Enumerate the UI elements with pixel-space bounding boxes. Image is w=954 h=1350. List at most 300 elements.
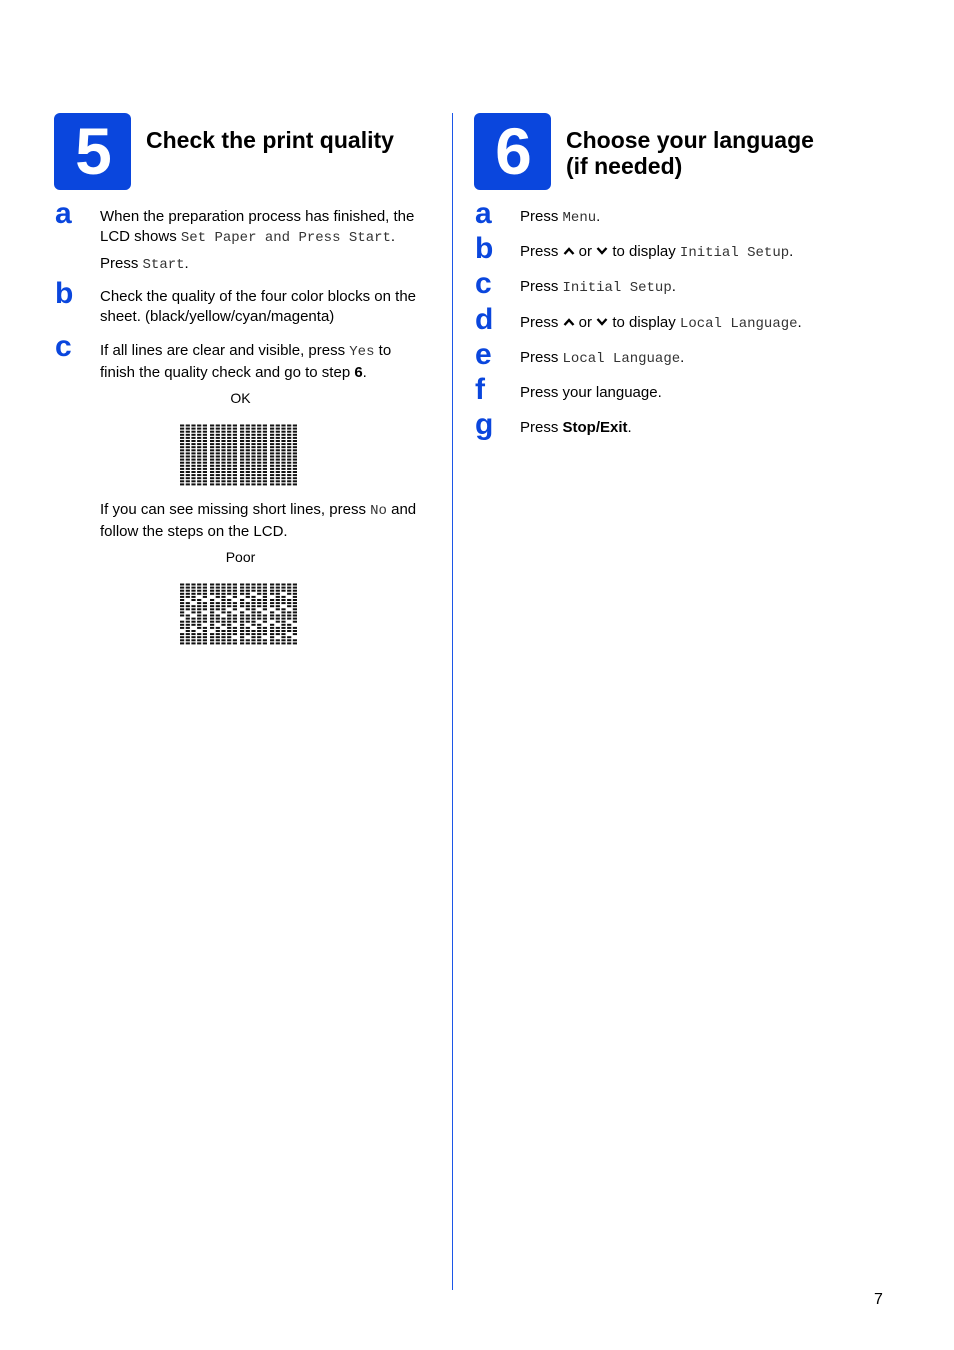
nozzle-line [210,633,214,635]
nozzle-line [276,621,280,623]
nozzle-line [287,483,291,485]
lcd-text: Menu [562,210,597,226]
nozzle-line [233,584,237,586]
nozzle-line [197,443,201,445]
nozzle-line [233,437,237,439]
nozzle-line [270,471,274,473]
nozzle-line [203,434,207,436]
nozzle-line [227,639,231,641]
nozzle-line [203,462,207,464]
nozzle-line [221,443,225,445]
nozzle-line [293,440,297,442]
nozzle-line [263,605,267,607]
nozzle-line [221,425,225,427]
nozzle-line [197,471,201,473]
nozzle-line [186,443,190,445]
nozzle-line [251,434,255,436]
nozzle-line [180,428,184,430]
nozzle-line [270,605,274,607]
nozzle-line [186,477,190,479]
nozzle-line [263,642,267,644]
nozzle-line [197,608,201,610]
nozzle-line [240,602,244,604]
nozzle-line [281,602,285,604]
text: If all lines are clear and visible, press [100,342,350,359]
nozzle-line [186,480,190,482]
nozzle-line [203,621,207,623]
nozzle-line [270,468,274,470]
step-6g-letter: g [475,408,494,441]
nozzle-line [257,462,261,464]
lcd-text: Local Language [562,351,681,367]
text: follow the steps on the LCD. [100,522,288,540]
nozzle-line [246,434,250,436]
nozzle-line [197,633,201,635]
nozzle-line [186,624,190,626]
nozzle-line [216,633,220,635]
nozzle-line [180,437,184,439]
lcd-text: Set Paper and Press Start [180,229,391,246]
nozzle-line [246,440,250,442]
nozzle-line [180,471,184,473]
nozzle-line [186,471,190,473]
nozzle-line [240,471,244,473]
nozzle-line [251,456,255,458]
nozzle-line [281,599,285,601]
nozzle-line [276,480,280,482]
nozzle-line [257,452,261,454]
nozzle-line [293,477,297,479]
nozzle-line [251,443,255,445]
nozzle-line [197,618,201,620]
nozzle-line [197,605,201,607]
nozzle-line [287,428,291,430]
nozzle-line [191,449,195,451]
nozzle-line [210,618,214,620]
nozzle-line [281,608,285,610]
nozzle-line [210,425,214,427]
nozzle-line [281,449,285,451]
nozzle-line [240,452,244,454]
nozzle-line [216,446,220,448]
nozzle-line [197,446,201,448]
nozzle-line [240,462,244,464]
nozzle-line [246,615,250,617]
nozzle-line [210,434,214,436]
ok-caption: OK [230,390,251,406]
nozzle-line [270,630,274,632]
nozzle-line [276,633,280,635]
nozzle-line [210,468,214,470]
step-5-badge: 5 [54,113,131,190]
nozzle-line [240,483,244,485]
nozzle-line [240,477,244,479]
nozzle-line [221,618,225,620]
nozzle-line [186,630,190,632]
nozzle-line [197,456,201,458]
nozzle-line [287,599,291,601]
nozzle-line [240,633,244,635]
nozzle-line [191,611,195,613]
text: . [671,278,676,295]
nozzle-line [293,446,297,448]
nozzle-line [233,590,237,592]
nozzle-line [270,618,274,620]
nozzle-line [227,618,231,620]
nozzle-line [251,624,255,626]
step-6g-text [520,418,632,438]
nozzle-line [270,459,274,461]
nozzle-line [276,452,280,454]
nozzle-line [210,474,214,476]
nozzle-line [293,483,297,485]
nozzle-line [263,456,267,458]
nozzle-line [251,633,255,635]
nozzle-line [221,456,225,458]
nozzle-line [227,599,231,601]
nozzle-line [257,636,261,638]
text: to [374,342,392,359]
nozzle-line [257,425,261,427]
nozzle-line [203,590,207,592]
nozzle-line [186,602,190,604]
nozzle-line [251,605,255,607]
nozzle-line [276,593,280,595]
nozzle-line [240,449,244,451]
nozzle-line [216,590,220,592]
nozzle-line [240,459,244,461]
text: Press [520,208,563,225]
nozzle-line [257,630,261,632]
nozzle-line [216,639,220,641]
nozzle-line [251,462,255,464]
nozzle-line [281,425,285,427]
nozzle-line [240,642,244,644]
nozzle-line [287,615,291,617]
nozzle-line [270,434,274,436]
nozzle-line [210,480,214,482]
nozzle-line [191,587,195,589]
nozzle-line [246,431,250,433]
nozzle-line [240,630,244,632]
nozzle-line [251,587,255,589]
nozzle-line [281,471,285,473]
nozzle-line [216,593,220,595]
step-5b-letter: b [55,277,74,310]
nozzle-line [191,584,195,586]
nozzle-line [216,428,220,430]
nozzle-line [210,456,214,458]
nozzle-line [197,611,201,613]
nozzle-line [191,465,195,467]
nozzle-line [246,587,250,589]
nozzle-line [270,437,274,439]
nozzle-line [287,462,291,464]
nozzle-line [251,428,255,430]
nozzle-line [191,428,195,430]
nozzle-line [180,627,184,629]
nozzle-line [293,449,297,451]
nozzle-line [270,446,274,448]
nozzle-line [293,468,297,470]
nozzle-line [287,593,291,595]
nozzle-line [293,474,297,476]
nozzle-line [186,636,190,638]
nozzle-line [281,483,285,485]
nozzle-line [203,633,207,635]
nozzle-line [251,602,255,604]
nozzle-line [221,639,225,641]
nozzle-line [216,456,220,458]
nozzle-line [287,434,291,436]
nozzle-line [276,642,280,644]
nozzle-line [186,605,190,607]
nozzle-line [263,627,267,629]
nozzle-line [251,584,255,586]
nozzle-line [186,437,190,439]
nozzle-line [221,630,225,632]
nozzle-line [216,630,220,632]
nozzle-line [233,428,237,430]
nozzle-line [270,449,274,451]
lcd-text: No [370,503,387,519]
step-5a-letter: a [55,197,72,230]
nozzle-line [257,434,261,436]
nozzle-line [270,425,274,427]
nozzle-line [287,636,291,638]
nozzle-line [180,621,184,623]
nozzle-line [221,624,225,626]
nozzle-line [216,449,220,451]
nozzle-line [180,615,184,617]
nozzle-line [240,480,244,482]
nozzle-line [257,471,261,473]
nozzle-line [257,599,261,601]
text: or [574,314,597,331]
nozzle-line [203,596,207,598]
nozzle-line [293,618,297,620]
nozzle-line [246,477,250,479]
text: Press [520,243,563,260]
nozzle-line [293,605,297,607]
nozzle-line [210,602,214,604]
nozzle-line [240,456,244,458]
nozzle-line [257,480,261,482]
nozzle-line [270,642,274,644]
nozzle-line [293,480,297,482]
nozzle-line [251,639,255,641]
text: LCD shows [100,227,181,245]
nozzle-line [287,431,291,433]
nozzle-line [191,605,195,607]
nozzle-line [186,468,190,470]
nozzle-line [227,624,231,626]
nozzle-line [216,480,220,482]
nozzle-line [203,605,207,607]
nozzle-line [227,428,231,430]
nozzle-line [221,446,225,448]
nozzle-line [257,627,261,629]
nozzle-line [221,590,225,592]
nozzle-line [270,465,274,467]
nozzle-line [257,459,261,461]
nozzle-line [186,483,190,485]
nozzle-line [186,465,190,467]
nozzle-line [210,471,214,473]
nozzle-line [257,449,261,451]
nozzle-line [263,449,267,451]
nozzle-line [270,428,274,430]
step-6d-text [520,313,802,335]
step-5c-text [100,341,440,382]
nozzle-line [227,452,231,454]
nozzle-line [246,630,250,632]
nozzle-line [281,465,285,467]
nozzle-line [191,443,195,445]
nozzle-line [287,449,291,451]
nozzle-line [197,468,201,470]
nozzle-line [180,443,184,445]
nozzle-line [293,425,297,427]
nozzle-line [186,596,190,598]
nozzle-line [233,480,237,482]
nozzle-line [276,459,280,461]
nozzle-line [191,593,195,595]
nozzle-line [191,459,195,461]
nozzle-line [186,456,190,458]
nozzle-line [216,483,220,485]
nozzle-line [203,593,207,595]
nozzle-line [227,465,231,467]
step-6b-letter: b [475,232,494,265]
nozzle-line [281,477,285,479]
nozzle-line [197,465,201,467]
nozzle-line [227,456,231,458]
nozzle-line [263,452,267,454]
nozzle-line [186,434,190,436]
nozzle-line [227,621,231,623]
nozzle-line [210,465,214,467]
nozzle-line [287,611,291,613]
nozzle-line [263,428,267,430]
nozzle-line [240,437,244,439]
text: . [362,363,367,381]
nozzle-line [221,593,225,595]
nozzle-line [246,639,250,641]
nozzle-line [227,584,231,586]
nozzle-line [221,437,225,439]
nozzle-line [221,431,225,433]
nozzle-line [270,452,274,454]
nozzle-line [246,443,250,445]
nozzle-line [293,593,297,595]
nozzle-line [246,596,250,598]
lcd-text: Initial Setup [679,245,790,261]
page-number: 7 [874,1291,883,1308]
nozzle-line [210,440,214,442]
nozzle-line [180,477,184,479]
nozzle-line [246,593,250,595]
nozzle-line [281,456,285,458]
nozzle-line [186,615,190,617]
nozzle-line [281,587,285,589]
nozzle-line [233,477,237,479]
nozzle-line [281,615,285,617]
nozzle-line [276,434,280,436]
nozzle-line [270,456,274,458]
nozzle-line [246,471,250,473]
nozzle-line [221,459,225,461]
nozzle-line [197,627,201,629]
nozzle-line [276,468,280,470]
nozzle-line [287,477,291,479]
nozzle-line [276,446,280,448]
nozzle-line [240,618,244,620]
nozzle-line [276,605,280,607]
nozzle-line [257,443,261,445]
step-6a-text [520,207,600,229]
nozzle-line [270,633,274,635]
nozzle-line [246,468,250,470]
nozzle-line [221,608,225,610]
nozzle-line [276,474,280,476]
nozzle-line [246,462,250,464]
nozzle-line [221,587,225,589]
nozzle-line [240,621,244,623]
nozzle-line [263,425,267,427]
nozzle-line [216,627,220,629]
nozzle-line [270,627,274,629]
nozzle-line [287,587,291,589]
nozzle-line [263,584,267,586]
nozzle-line [257,593,261,595]
nozzle-line [257,431,261,433]
nozzle-line [197,425,201,427]
nozzle-line [293,602,297,604]
nozzle-line [287,590,291,592]
nozzle-line [257,437,261,439]
nozzle-line [186,642,190,644]
nozzle-line [233,425,237,427]
nozzle-line [186,431,190,433]
nozzle-line [251,590,255,592]
nozzle-line [191,596,195,598]
nozzle-line [221,434,225,436]
nozzle-line [276,449,280,451]
nozzle-line [227,636,231,638]
nozzle-line [227,590,231,592]
nozzle-line [293,443,297,445]
nozzle-line [281,642,285,644]
nozzle-line [240,584,244,586]
nozzle-line [233,449,237,451]
nozzle-line [197,474,201,476]
nozzle-line [186,587,190,589]
nozzle-line [281,440,285,442]
nozzle-line [293,587,297,589]
nozzle-line [270,480,274,482]
nozzle-line [227,471,231,473]
nozzle-line [257,474,261,476]
nozzle-line [221,465,225,467]
nozzle-line [263,474,267,476]
nozzle-line [276,599,280,601]
nozzle-line [276,615,280,617]
nozzle-line [263,440,267,442]
nozzle-line [293,471,297,473]
nozzle-line [180,642,184,644]
nozzle-line [281,443,285,445]
